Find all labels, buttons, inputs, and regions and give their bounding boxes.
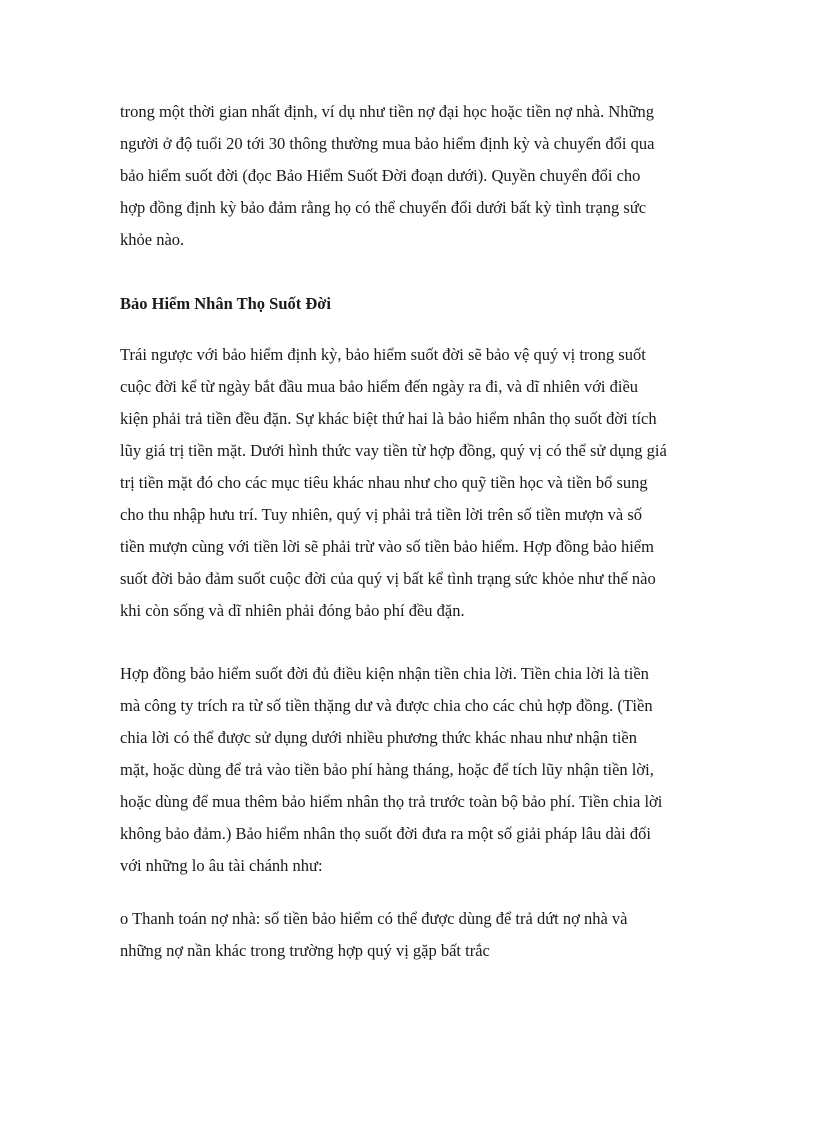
- text-line: mà công ty trích ra từ số tiền thặng dư và được chia cho các chủ hợp đồng. (Tiền: [120, 696, 653, 715]
- text-line: lũy giá trị tiền mặt. Dưới hình thức vay tiền từ hợp đồng, quý vị có thể sử dụng giá: [120, 441, 667, 460]
- text-line: bảo hiểm suốt đời (đọc Bảo Hiểm Suốt Đời đoạn dưới). Quyền chuyển đổi cho: [120, 166, 641, 185]
- text-line: hợp đồng định kỳ bảo đảm rằng họ có thể chuyển đổi dưới bất kỳ tình trạng sức: [120, 198, 647, 217]
- text-line: kiện phải trả tiền đều đặn. Sự khác biệt thứ hai là bảo hiểm nhân thọ suốt đời tích: [120, 409, 657, 428]
- text-line: với những lo âu tài chánh như:: [120, 856, 323, 875]
- text-line: khỏe nào.: [120, 230, 185, 249]
- text-line: cho thu nhập hưu trí. Tuy nhiên, quý vị phải trả tiền lời trên số tiền mượn và số: [120, 505, 643, 524]
- text-line: trong một thời gian nhất định, ví dụ như tiền nợ đại học hoặc tiền nợ nhà. Những: [120, 102, 654, 121]
- text-line: khi còn sống và dĩ nhiên phải đóng bảo phí đều đặn.: [120, 601, 465, 620]
- text-line: o Thanh toán nợ nhà: số tiền bảo hiểm có thể được dùng để trả dứt nợ nhà và: [120, 909, 628, 928]
- text-line: cuộc đời kể từ ngày bắt đầu mua bảo hiểm đến ngày ra đi, và dĩ nhiên với điều: [120, 377, 639, 396]
- text-line: chia lời có thể được sử dụng dưới nhiều phương thức khác nhau như nhận tiền: [120, 728, 637, 747]
- text-line: hoặc dùng để mua thêm bảo hiểm nhân thọ trả trước toàn bộ bảo phí. Tiền chia lời: [120, 792, 663, 811]
- text-line: Trái ngược với bảo hiểm định kỳ, bảo hiểm suốt đời sẽ bảo vệ quý vị trong suốt: [120, 345, 646, 364]
- section-heading: Bảo Hiểm Nhân Thọ Suốt Đời: [120, 294, 332, 313]
- text-line: không bảo đảm.) Bảo hiểm nhân thọ suốt đời đưa ra một số giải pháp lâu dài đối: [120, 824, 651, 843]
- text-line: Hợp đồng bảo hiểm suốt đời đủ điều kiện nhận tiền chia lời. Tiền chia lời là tiền: [120, 664, 649, 683]
- text-line: suốt đời bảo đảm suốt cuộc đời của quý vị bất kể tình trạng sức khỏe như thế nào: [120, 569, 656, 588]
- text-line: mặt, hoặc dùng để trả vào tiền bảo phí hàng tháng, hoặc để tích lũy nhận tiền lời,: [120, 760, 654, 779]
- text-line: những nợ nần khác trong trường hợp quý vị gặp bất trắc: [120, 941, 490, 960]
- text-line: trị tiền mặt đó cho các mục tiêu khác nhau như cho quỹ tiền học và tiền bổ sung: [120, 473, 648, 492]
- text-line: người ở độ tuổi 20 tới 30 thông thường mua bảo hiểm định kỳ và chuyển đổi qua: [120, 134, 655, 153]
- text-line: tiền mượn cùng với tiền lời sẽ phải trừ vào số tiền bảo hiểm. Hợp đồng bảo hiểm: [120, 537, 654, 556]
